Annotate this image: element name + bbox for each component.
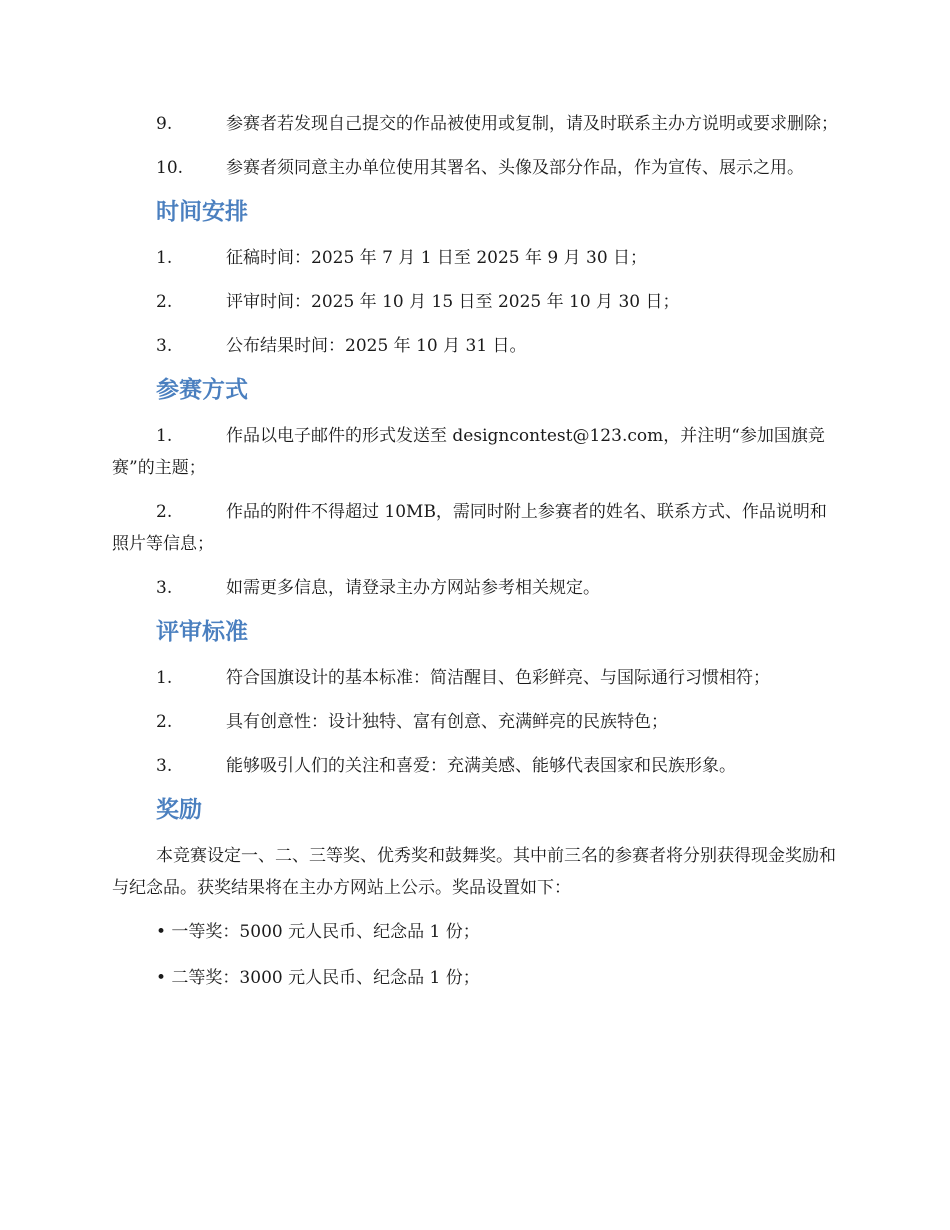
list-item bbox=[112, 286, 840, 318]
list-number: 2. bbox=[156, 502, 173, 522]
list-item bbox=[112, 242, 840, 274]
list-item bbox=[112, 662, 840, 694]
list-text: 评审时间：2025 年 10 月 15 日至 2025 年 10 月 30 日； bbox=[226, 292, 680, 312]
section-heading-schedule: 时间安排 bbox=[156, 199, 248, 225]
list-number: 2. bbox=[156, 292, 173, 312]
list-text: 参赛者若发现自己提交的作品被使用或复制，请及时联系主办方说明或要求删除； bbox=[226, 114, 838, 134]
list-number: 2. bbox=[156, 712, 173, 732]
list-text: 能够吸引人们的关注和喜爱：充满美感、能够代表国家和民族形象。 bbox=[226, 756, 736, 776]
list-item bbox=[112, 330, 840, 362]
list-number: 3. bbox=[156, 756, 173, 776]
list-item bbox=[112, 108, 840, 140]
list-number: 1. bbox=[156, 426, 173, 446]
list-number: 1. bbox=[156, 248, 173, 268]
list-text: 如需更多信息，请登录主办方网站参考相关规定。 bbox=[226, 578, 600, 598]
list-text: 具有创意性：设计独特、富有创意、充满鲜亮的民族特色； bbox=[226, 712, 668, 732]
document-page bbox=[112, 108, 840, 1008]
list-item bbox=[112, 152, 840, 184]
list-number: 9. bbox=[156, 114, 173, 134]
section-heading-awards: 奖励 bbox=[156, 797, 202, 823]
section-heading-criteria: 评审标准 bbox=[156, 619, 248, 645]
awards-intro-paragraph: 本竞赛设定一、二、三等奖、优秀奖和鼓舞奖。其中前三名的参赛者将分别获得现金奖励和与纪念品。获奖结果将在主办方网站上公示。奖品设置如下： bbox=[112, 846, 836, 898]
list-text: 公布结果时间：2025 年 10 月 31 日。 bbox=[226, 336, 527, 356]
section-heading-participation: 参赛方式 bbox=[156, 377, 248, 403]
list-number: 3. bbox=[156, 336, 173, 356]
list-item bbox=[112, 572, 840, 604]
bullet-item: • 二等奖：3000 元人民币、纪念品 1 份； bbox=[156, 968, 480, 988]
list-text: 作品以电子邮件的形式发送至 designcontest@123.com，并注明“参加国旗竞赛”的主题； bbox=[112, 426, 825, 478]
list-item bbox=[112, 750, 840, 782]
list-item bbox=[112, 706, 840, 738]
list-number: 3. bbox=[156, 578, 173, 598]
list-item bbox=[112, 420, 840, 484]
list-text: 征稿时间：2025 年 7 月 1 日至 2025 年 9 月 30 日； bbox=[226, 248, 648, 268]
bullet-item: • 一等奖：5000 元人民币、纪念品 1 份； bbox=[156, 922, 480, 942]
list-text: 符合国旗设计的基本标准：简洁醒目、色彩鲜亮、与国际通行习惯相符； bbox=[226, 668, 770, 688]
list-text: 作品的附件不得超过 10MB，需同时附上参赛者的姓名、联系方式、作品说明和照片等信息； bbox=[112, 502, 827, 554]
list-item bbox=[112, 496, 840, 560]
list-text: 参赛者须同意主办单位使用其署名、头像及部分作品，作为宣传、展示之用。 bbox=[226, 158, 804, 178]
list-number: 10. bbox=[156, 158, 184, 178]
list-number: 1. bbox=[156, 668, 173, 688]
